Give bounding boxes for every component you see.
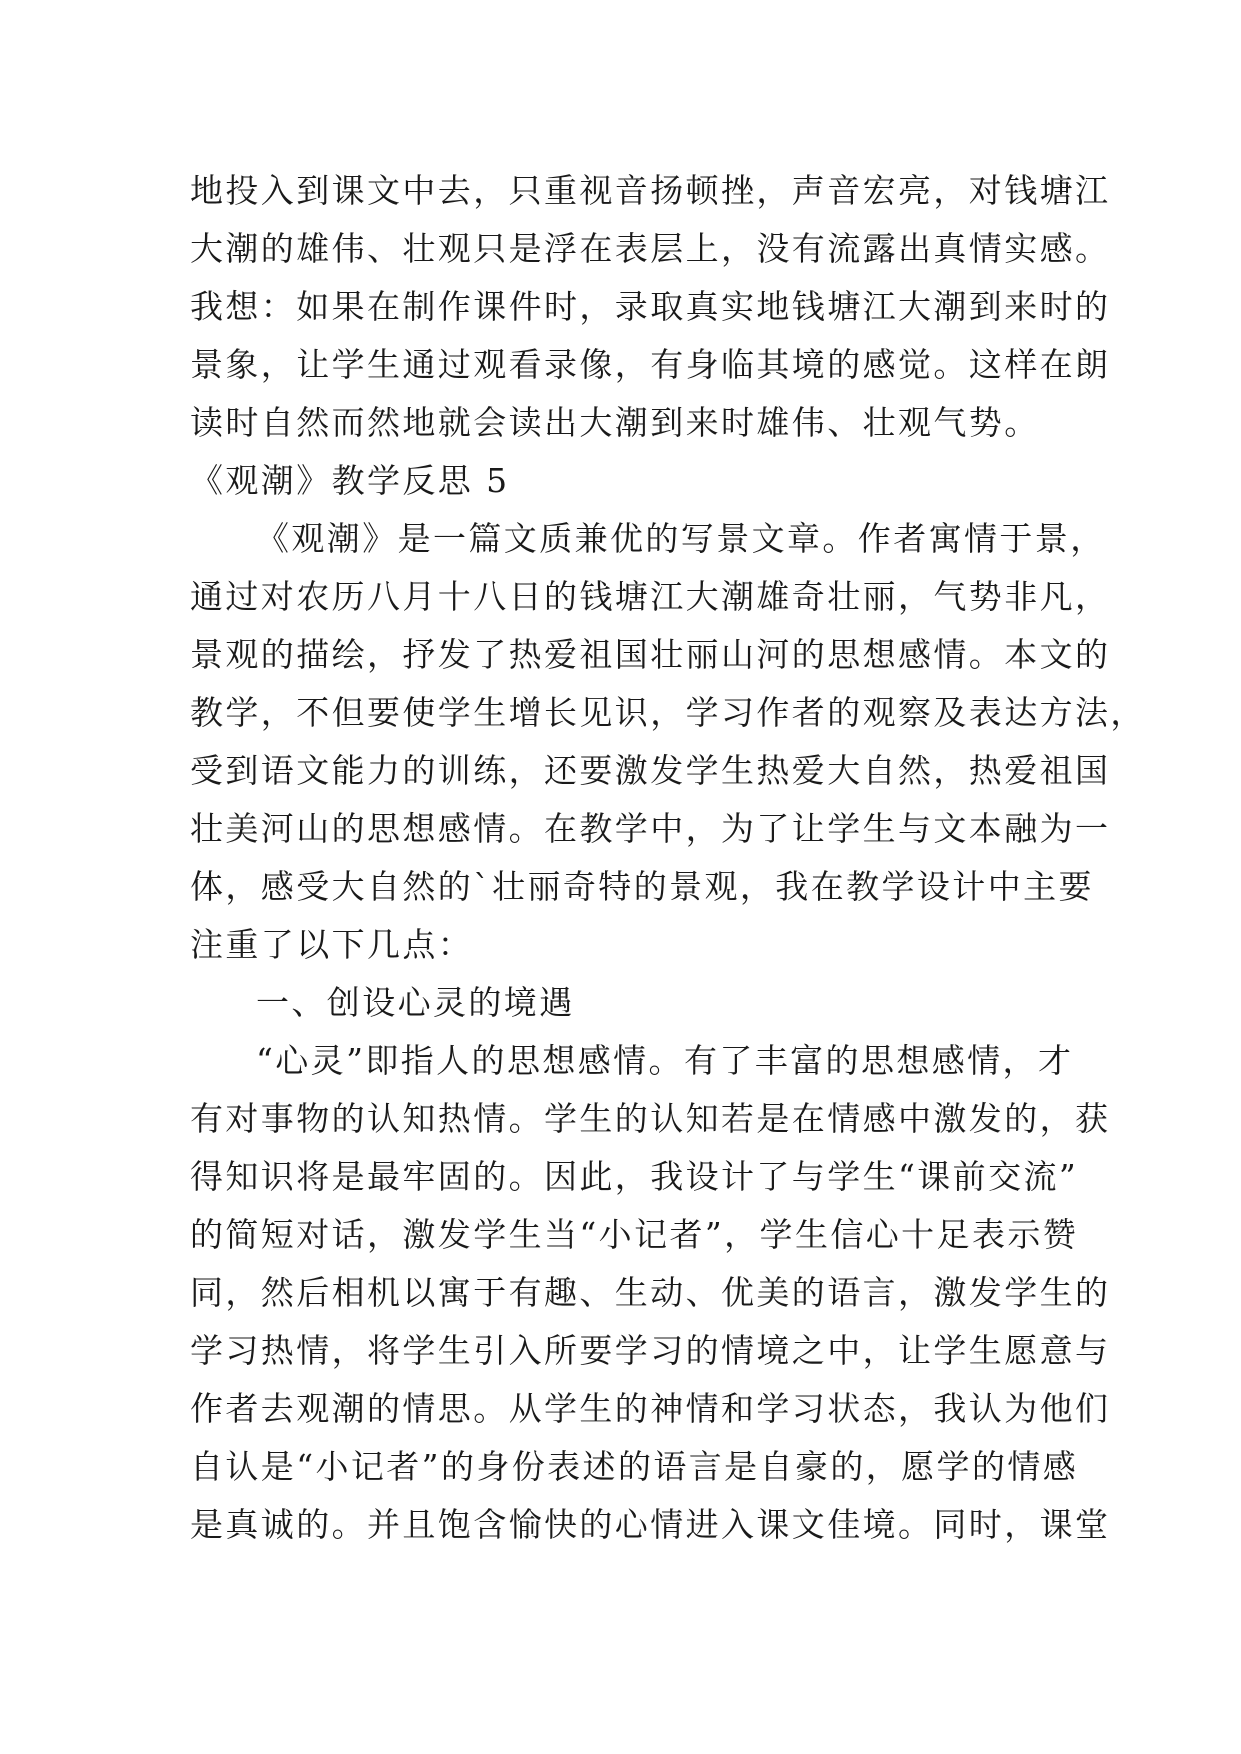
- text-line: 壮美河山的思想感情。在教学中，为了让学生与文本融为一: [190, 809, 1111, 848]
- text-line: 体，感受大自然的`壮丽奇特的景观，我在教学设计中主要: [190, 867, 1094, 906]
- text-line: 受到语文能力的训练，还要激发学生热爱大自然，热爱祖国: [190, 751, 1111, 790]
- text-line: 是真诚的。并且饱含愉快的心情进入课文佳境。同时，课堂: [190, 1505, 1111, 1544]
- text-line: 我想：如果在制作课件时，录取真实地钱塘江大潮到来时的: [190, 287, 1111, 326]
- paragraph-first-line: “心灵”即指人的思想感情。有了丰富的思想感情，才: [256, 1041, 1074, 1080]
- text-line: 大潮的雄伟、壮观只是浮在表层上，没有流露出真情实感。: [190, 229, 1111, 268]
- text-line: 读时自然而然地就会读出大潮到来时雄伟、壮观气势。: [190, 403, 1040, 442]
- text-line: 作者去观潮的情思。从学生的神情和学习状态，我认为他们: [190, 1389, 1111, 1428]
- text-line: 同，然后相机以寓于有趣、生动、优美的语言，激发学生的: [190, 1273, 1111, 1312]
- text-line: 景观的描绘，抒发了热爱祖国壮丽山河的思想感情。本文的: [190, 635, 1111, 674]
- text-line: 地投入到课文中去，只重视音扬顿挫，声音宏亮，对钱塘江: [190, 171, 1111, 210]
- text-line: 有对事物的认知热情。学生的认知若是在情感中激发的，获: [190, 1099, 1111, 1138]
- text-line: 得知识将是最牢固的。因此，我设计了与学生“课前交流”: [190, 1157, 1079, 1196]
- section-heading: 《观潮》教学反思 5: [190, 461, 510, 500]
- text-line: 的简短对话，激发学生当“小记者”，学生信心十足表示赞: [190, 1215, 1079, 1254]
- paragraph-first-line: 《观潮》是一篇文质兼优的写景文章。作者寓情于景，: [256, 519, 1106, 558]
- text-line: 教学，不但要使学生增长见识，学习作者的观察及表达方法，: [190, 693, 1146, 732]
- text-line: 景象，让学生通过观看录像，有身临其境的感觉。这样在朗: [190, 345, 1111, 384]
- text-line: 学习热情，将学生引入所要学习的情境之中，让学生愿意与: [190, 1331, 1111, 1370]
- text-line: 注重了以下几点：: [190, 925, 474, 964]
- text-line: 自认是“小记者”的身份表述的语言是自豪的，愿学的情感: [190, 1447, 1079, 1486]
- document-body: [190, 162, 1146, 1554]
- text-line: 通过对农历八月十八日的钱塘江大潮雄奇壮丽，气势非凡，: [190, 577, 1111, 616]
- subsection-heading: 一、创设心灵的境遇: [256, 983, 575, 1022]
